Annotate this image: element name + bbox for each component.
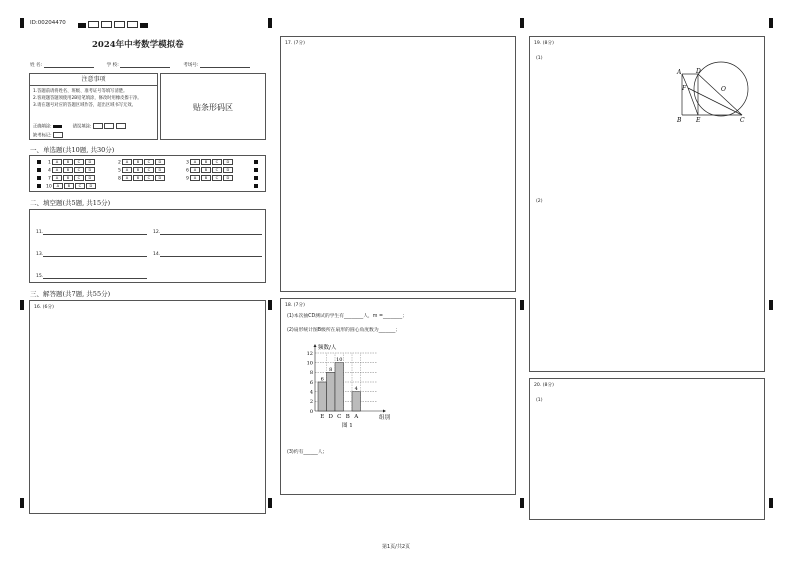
choice-question: 5 A B C D — [118, 167, 165, 174]
blank-12[interactable]: 12. — [153, 228, 262, 235]
section3-title: 三、解答题(共7题, 共55分) — [30, 290, 111, 298]
point-label-b: B — [677, 117, 682, 124]
option-c[interactable]: C — [212, 159, 222, 165]
timing-mark — [37, 168, 41, 172]
q18-part2: (2)扇形统计图B级所在扇形的圆心角度数为_______； — [287, 328, 401, 333]
x-tick-label: D — [328, 414, 333, 420]
option-b[interactable]: B — [63, 159, 73, 165]
name-label: 姓 名: — [30, 63, 43, 68]
option-b[interactable]: B — [64, 183, 74, 189]
option-a[interactable]: A — [190, 167, 200, 173]
exam-no-label: 考场号: — [183, 63, 199, 68]
option-c[interactable]: C — [144, 167, 154, 173]
figure-caption: 图 1 — [342, 423, 353, 429]
bar — [327, 372, 336, 411]
option-a[interactable]: A — [122, 175, 132, 181]
school-field[interactable] — [120, 61, 170, 68]
option-d[interactable]: D — [86, 183, 96, 189]
wrong-fill-sample — [93, 123, 103, 129]
option-a[interactable]: A — [122, 167, 132, 173]
section1-title: 一、单选题(共10题, 共30分) — [30, 146, 115, 154]
timing-mark — [254, 184, 258, 188]
y-tick-label: 4 — [309, 389, 313, 396]
answer-box-20[interactable] — [529, 378, 765, 520]
school-label: 学 校: — [106, 63, 119, 68]
option-c[interactable]: C — [75, 183, 85, 189]
answer-box-16[interactable] — [29, 300, 266, 514]
option-d[interactable]: D — [85, 159, 95, 165]
q19-part2: (2) — [536, 199, 543, 204]
registration-mark — [769, 498, 773, 508]
question-label: 20. (8分) — [534, 383, 554, 388]
correct-fill-label: 正确填涂: — [33, 124, 52, 130]
bar-value-label: 8 — [329, 366, 333, 373]
timing-mark — [254, 168, 258, 172]
timing-mark — [37, 184, 41, 188]
question-label: 16. (6分) — [34, 305, 54, 310]
bar — [318, 382, 327, 411]
registration-mark — [520, 498, 524, 508]
y-tick-label: 2 — [309, 399, 313, 406]
option-a[interactable]: A — [52, 159, 62, 165]
bar — [352, 392, 361, 411]
wrong-fill-sample — [104, 123, 114, 129]
page-footer: 第1页/共2页 — [382, 544, 411, 550]
option-b[interactable]: B — [133, 175, 143, 181]
choice-question: 6 A B C D — [186, 167, 233, 174]
option-b[interactable]: B — [201, 167, 211, 173]
q18-part3: (3)约有______人; — [287, 450, 325, 455]
q18-part1: (1)本次抽CD测试的学生有________人，m =________； — [287, 314, 407, 319]
registration-mark — [20, 18, 24, 28]
choice-question: 1 A B C D — [48, 159, 95, 166]
timing-mark — [37, 160, 41, 164]
option-b[interactable]: B — [133, 159, 143, 165]
registration-mark — [20, 498, 24, 508]
option-b[interactable]: B — [63, 167, 73, 173]
option-a[interactable]: A — [190, 175, 200, 181]
choice-question: 3 A B C D — [186, 159, 233, 166]
x-tick-label: B — [345, 414, 350, 420]
bar — [335, 363, 344, 411]
section2-title: 二、填空题(共5题, 共15分) — [30, 199, 111, 207]
point-label-a: A — [677, 69, 682, 76]
y-tick-label: 8 — [309, 370, 313, 377]
answer-box-17[interactable] — [280, 36, 516, 292]
info-row — [30, 61, 270, 68]
wrong-fill-sample — [116, 123, 126, 129]
option-d[interactable]: D — [155, 167, 165, 173]
notice-line: 1.答题前请将姓名、班级、准考证号等填写清楚。 — [33, 89, 128, 94]
y-tick-label: 10 — [306, 360, 313, 367]
option-d[interactable]: D — [223, 175, 233, 181]
option-d[interactable]: D — [223, 167, 233, 173]
q19-part1: (1) — [536, 56, 543, 61]
option-c[interactable]: C — [144, 175, 154, 181]
question-label: 18. (7分) — [285, 303, 305, 308]
y-tick-label: 0 — [309, 408, 313, 415]
option-c[interactable]: C — [212, 167, 222, 173]
option-c[interactable]: C — [144, 159, 154, 165]
question-label: 17. (7分) — [285, 41, 305, 46]
point-label-f: F — [682, 85, 687, 92]
histogram-chart — [297, 337, 407, 427]
correct-fill-sample — [53, 125, 62, 128]
point-label-d: D — [696, 68, 701, 75]
answer-box-18[interactable] — [280, 298, 516, 495]
x-tick-label: E — [320, 414, 325, 420]
option-b[interactable]: B — [63, 175, 73, 181]
barcode-area-label: 贴条形码区 — [193, 103, 233, 112]
timing-mark — [37, 176, 41, 180]
option-b[interactable]: B — [201, 175, 211, 181]
timing-mark — [254, 176, 258, 180]
notice-line: 3.请在题号对应的答题区域作答，超出区域书写无效。 — [33, 102, 136, 108]
choice-question: 8 A B C D — [118, 175, 165, 182]
option-d[interactable]: D — [155, 175, 165, 181]
registration-mark — [20, 300, 24, 310]
registration-mark — [520, 300, 524, 310]
id-barcode — [78, 21, 148, 30]
option-c[interactable]: C — [74, 175, 84, 181]
notice-line: 2.客观题答题须使用2B铅笔填涂，修改时用橡皮擦干净。 — [33, 95, 142, 101]
barcode-area — [160, 73, 266, 140]
option-c[interactable]: C — [74, 167, 84, 173]
notice-box — [29, 73, 158, 140]
option-a[interactable]: A — [190, 159, 200, 165]
y-axis-arrow — [314, 344, 317, 347]
x-tick-label: A — [354, 414, 359, 420]
option-b[interactable]: B — [133, 167, 143, 173]
option-a[interactable]: A — [52, 175, 62, 181]
option-a[interactable]: A — [122, 159, 132, 165]
blank-14[interactable]: 14. — [153, 250, 262, 257]
option-a[interactable]: A — [52, 167, 62, 173]
choice-question: 9 A B C D — [186, 175, 233, 182]
choice-question: 2 A B C D — [118, 159, 165, 166]
x-tick-label: C — [337, 414, 342, 420]
bar-value-label: 6 — [320, 376, 324, 383]
bar-value-label: 4 — [354, 386, 358, 393]
notice-title: 注意事项 — [30, 74, 157, 86]
point-label-c: C — [740, 117, 745, 124]
y-tick-label: 6 — [309, 379, 313, 386]
exam-no-field[interactable] — [200, 61, 250, 68]
registration-mark — [769, 18, 773, 28]
choice-question: 4 A B C D — [48, 167, 95, 174]
option-d[interactable]: D — [155, 159, 165, 165]
geometry-figure — [675, 67, 755, 127]
exam-id: ID:00204470 — [30, 20, 66, 26]
absent-checkbox[interactable] — [53, 132, 63, 138]
wrong-fill-label: 错误填涂: — [72, 124, 92, 130]
x-axis-label: 组别 — [379, 415, 391, 421]
registration-mark — [520, 18, 524, 28]
point-label-e: E — [696, 117, 701, 124]
choice-question: 10 A B C D — [46, 183, 96, 190]
choice-question: 7 A B C D — [48, 175, 95, 182]
blank-15[interactable]: 15. — [36, 272, 147, 279]
option-c[interactable]: C — [74, 159, 84, 165]
option-d[interactable]: D — [85, 167, 95, 173]
choice-grid — [29, 155, 266, 192]
option-d[interactable]: D — [223, 159, 233, 165]
name-field[interactable] — [44, 61, 94, 68]
option-a[interactable]: A — [53, 183, 63, 189]
registration-mark — [268, 498, 272, 508]
option-c[interactable]: C — [212, 175, 222, 181]
bar-value-label: 10 — [336, 357, 343, 364]
q20-part1: (1) — [536, 398, 543, 403]
y-axis-label: 频数/人 — [318, 345, 337, 351]
point-label-o: O — [721, 86, 726, 93]
y-tick-label: 12 — [306, 350, 313, 357]
timing-mark — [254, 160, 258, 164]
registration-mark — [769, 300, 773, 310]
option-d[interactable]: D — [85, 175, 95, 181]
x-axis-arrow — [383, 410, 386, 413]
answer-box-19[interactable] — [529, 36, 765, 372]
question-label: 19. (8分) — [534, 41, 554, 46]
registration-mark — [268, 18, 272, 28]
registration-mark — [268, 300, 272, 310]
blank-13[interactable]: 13. — [36, 250, 147, 257]
absent-label: 缺考标记: — [33, 133, 52, 139]
fill-blank-box — [29, 209, 266, 283]
page-title: 2024年中考数学模拟卷 — [92, 40, 184, 50]
option-b[interactable]: B — [201, 159, 211, 165]
blank-11[interactable]: 11. — [36, 228, 147, 235]
